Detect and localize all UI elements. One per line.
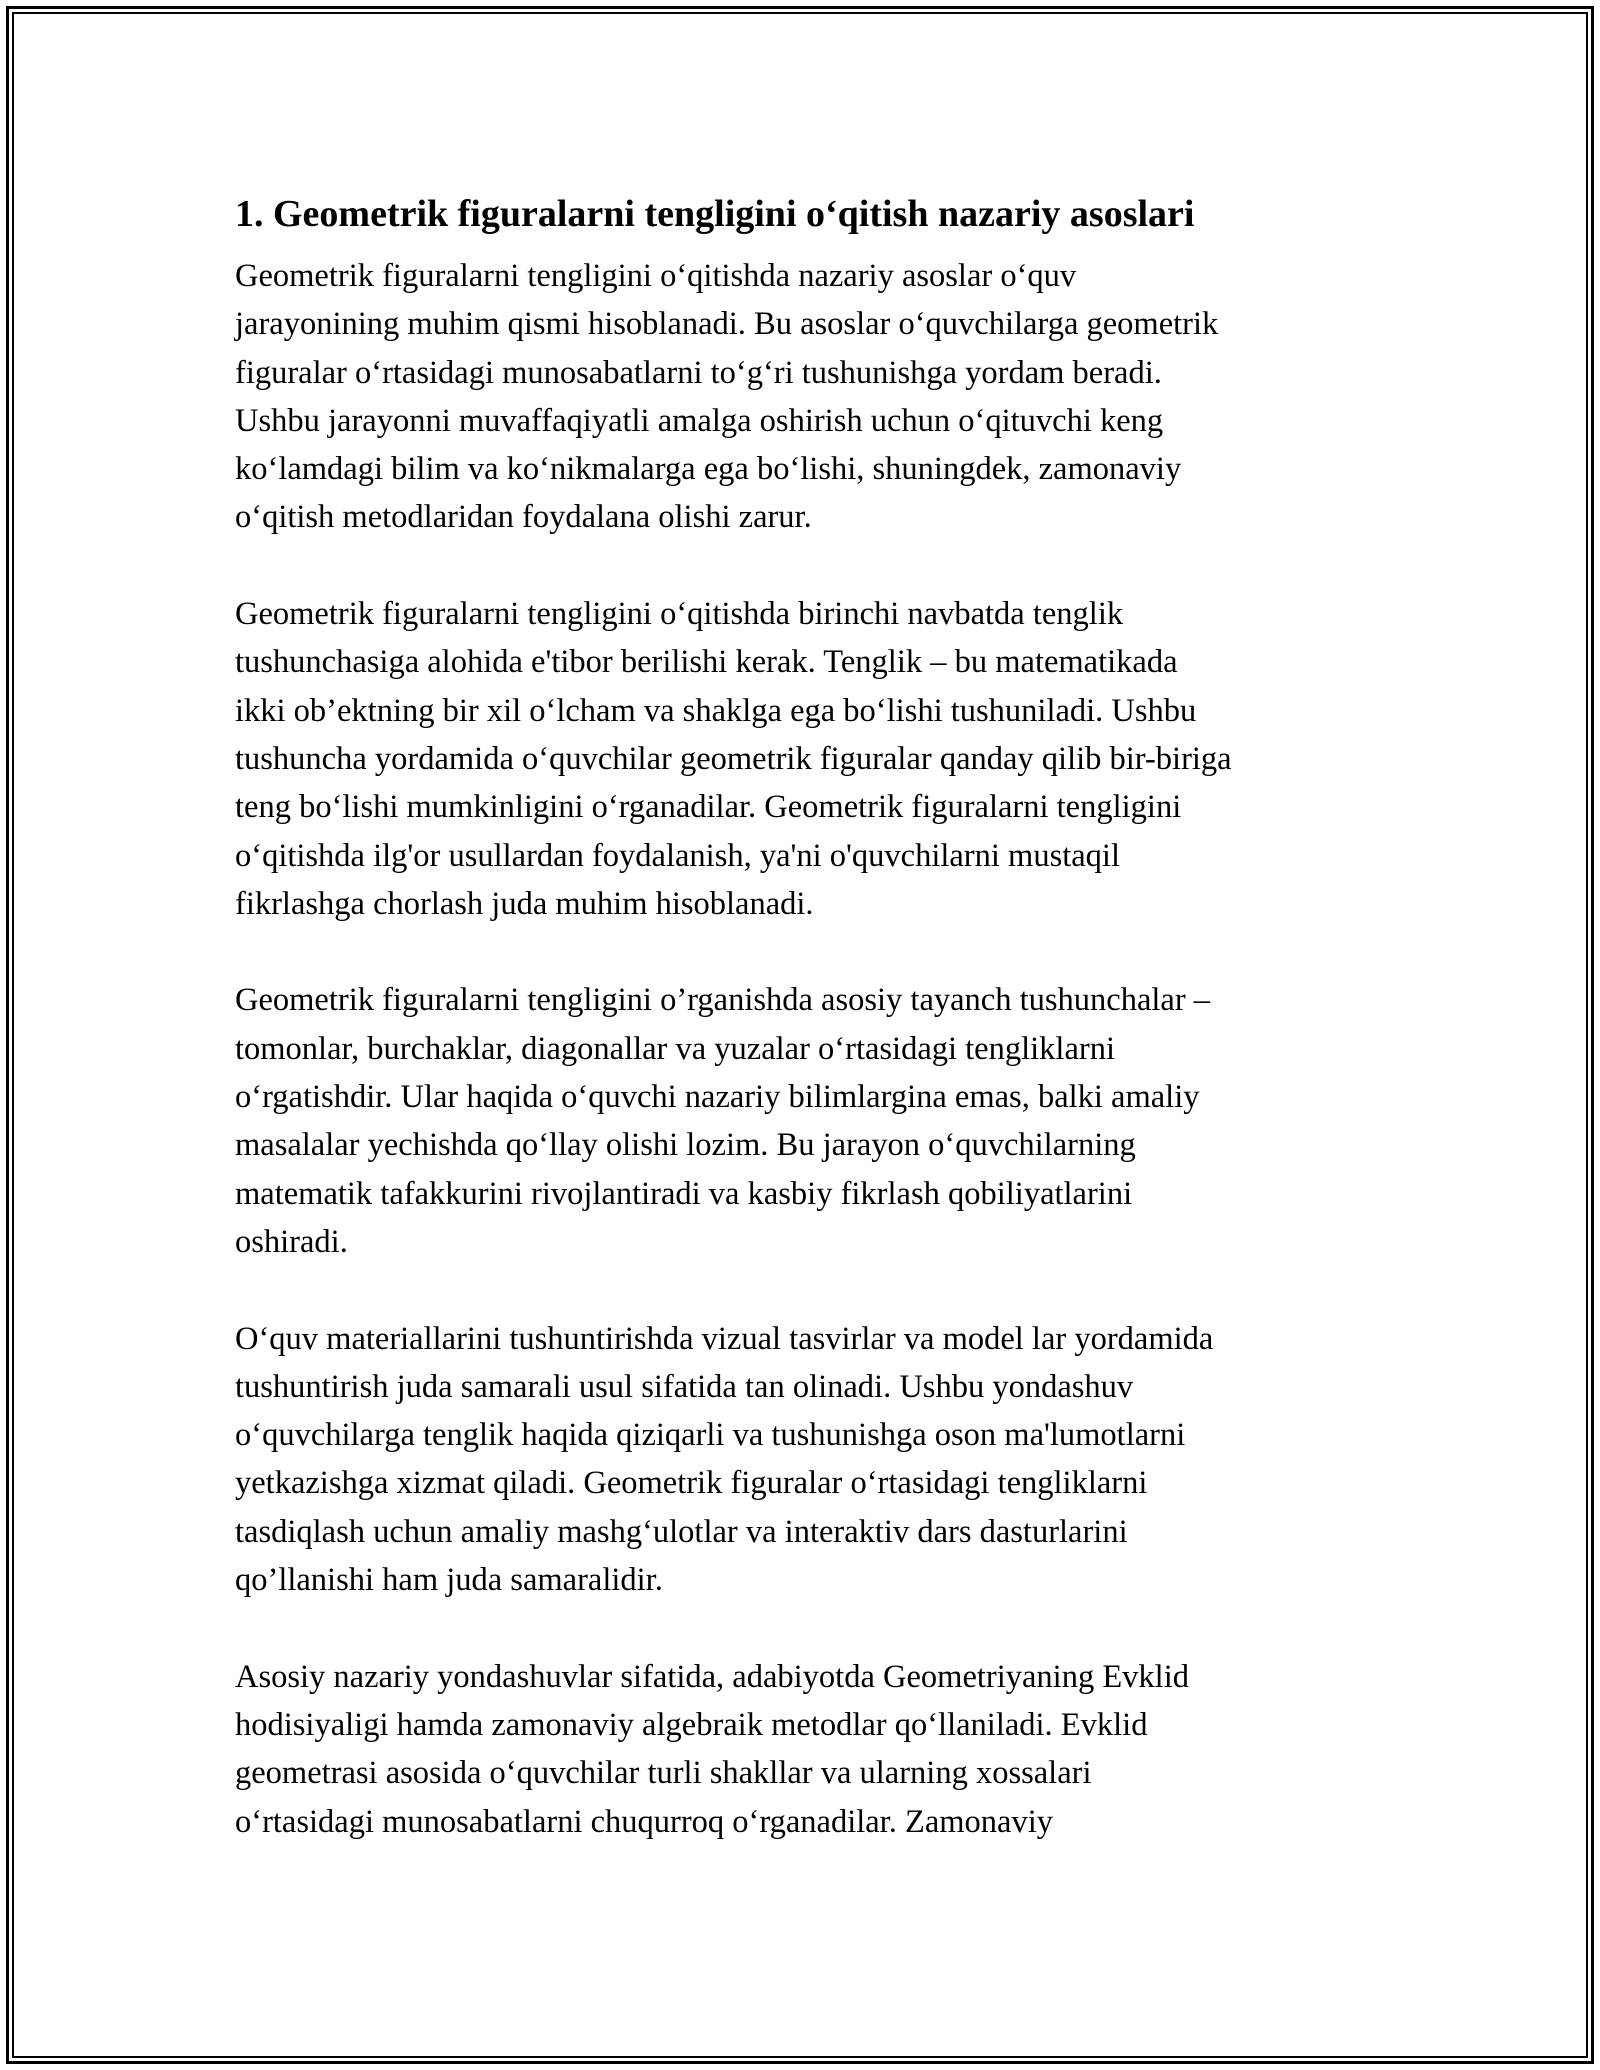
- paragraph-5: Asosiy nazariy yondashuvlar sifatida, adabiyotda Geometriyaning Evklid hodisiyaligi hamda zamonaviy algebraik metodlar qo‘llaniladi. Evklid geometrasi asosida o‘quvchilar turli shakllar va ularning xossalari o‘rtasidagi munosabatlarni chuqurroq o‘rganadilar. Zamonaviy: [235, 1658, 1189, 1840]
- paragraph-spacer: [235, 1604, 1375, 1652]
- paragraph-4: O‘quv materiallarini tushuntirishda vizual tasvirlar va model lar yordamida tushuntirish juda samarali usul sifatida tan olinadi. Ushbu yondashuv o‘quvchilarga tenglik haqida qiziqarli va tushunishga oson ma'lumotlarni yetkazishga xizmat qiladi. Geometrik figuralar o‘rtasidagi tengliklarni tasdiqlash uchun amaliy mashg‘ulotlar va interaktiv dars dasturlarini qo’llanishi ham juda samaralidir.: [235, 1320, 1214, 1599]
- section-heading: 1. Geometrik figuralarni tengligini o‘qitish nazariy asoslari: [235, 193, 1195, 235]
- paragraph-3: Geometrik figuralarni tengligini o’rganishda asosiy tayanch tushunchalar – tomonlar, burchaklar, diagonallar va yuzalar o‘rtasidagi tengliklarni o‘rgatishdir. Ular haqida o‘quvchi nazariy bilimlargina emas, balki amaliy masalalar yechishda qo‘llay olishi lozim. Bu jarayon o‘quvchilarning matematik tafakkurini rivojlantiradi va kasbiy fikrlash qobiliyatlarini oshiradi.: [235, 982, 1211, 1260]
- paragraph-1: Geometrik figuralarni tengligini o‘qitishda nazariy asoslar o‘quv jarayonining muhim qismi hisoblanadi. Bu asoslar o‘quvchilarga geometrik figuralar o‘rtasidagi munosabatlarni to‘g‘ri tushunishga yordam beradi. Ushbu jarayonni muvaffaqiyatli amalga oshirish uchun o‘qituvchi keng ko‘lamdagi bilim va ko‘nikmalarga ega bo‘lishi, shuningdek, zamonaviy o‘qitish metodlaridan foydalana olishi zarur.: [235, 258, 1219, 536]
- paragraph-spacer: [235, 1266, 1375, 1314]
- paragraph-spacer: [235, 542, 1375, 590]
- paragraph-spacer: [235, 928, 1375, 976]
- paragraph-2: Geometrik figuralarni tengligini o‘qitishda birinchi navbatda tenglik tushunchasiga alohida e'tibor berilishi kerak. Tenglik – bu matematikada ikki ob’ektning bir xil o‘lcham va shaklga ega bo‘lishi tushuniladi. Ushbu tushuncha yordamida o‘quvchilar geometrik figuralar qanday qilib bir-biriga teng bo‘lishi mumkinligini o‘rganadilar. Geometrik figuralarni tengligini o‘qitishda ilg'or usullardan foydalanish, ya'ni o'quvchilarni mustaqil fikrlashga chorlash juda muhim hisoblanadi.: [235, 596, 1232, 922]
- document-body: [235, 186, 1375, 1846]
- heading-spacer: [235, 242, 1375, 252]
